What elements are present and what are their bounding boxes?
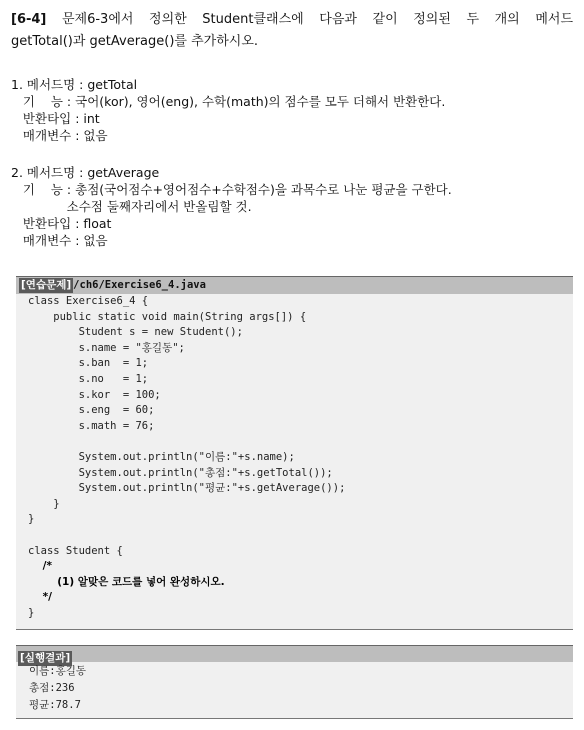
code-line: s.ban = 1; [28,357,149,370]
method1-function: 기 능 : 국어(kor), 영어(eng), 수학(math)의 점수를 모두 더해서 반환한다. [11,94,446,109]
code-box [16,276,573,630]
code-line: class Student { [28,544,123,557]
result-line: 총점:236 [29,682,75,694]
code-line: */ [28,591,52,604]
method2-name: 2. 메서드명 : getAverage [11,165,160,180]
problem-tag: [6-4] [11,12,47,27]
method2-return-type: 반환타입 : float [11,216,112,231]
method1-return-type: 반환타입 : int [11,111,100,126]
code-line: s.name = "홍길동"; [28,341,185,354]
result-output [16,662,573,714]
code-line: s.math = 76; [28,419,155,432]
code-box-header [16,276,573,294]
method1-params: 매개변수 : 없음 [11,128,108,143]
code-line: s.eng = 60; [28,404,155,417]
code-line: System.out.println("평균:"+s.getAverage()); [28,482,346,495]
result-line: 평균:78.7 [29,699,81,711]
code-line: System.out.println("이름:"+s.name); [28,450,295,463]
code-line: class Exercise6_4 { [28,295,149,307]
code-line: } [28,513,35,526]
code-line: s.kor = 100; [28,388,161,401]
code-line: public static void main(String args[]) { [28,310,307,323]
method1-name: 1. 메서드명 : getTotal [11,77,138,92]
method2-function-2: 소수점 둘째자리에서 반올림할 것. [11,199,252,214]
problem-line-2: getTotal()과 getAverage()를 추가하시오. [11,34,259,49]
result-box [16,645,573,719]
method2-function-1: 기 능 : 총점(국어점수+영어점수+수학점수)을 과목수로 나눈 평균을 구한다. [11,182,452,197]
code-line: s.no = 1; [28,372,149,385]
problem-line-1 [11,9,573,31]
code-line: /* [28,560,52,573]
code-listing [16,294,573,621]
method2-params: 매개변수 : 없음 [11,233,108,248]
file-path: /ch6/Exercise6_4.java [73,279,206,291]
exercise-badge: [연습문제] [21,279,72,291]
code-line: } [28,606,35,619]
code-line: Student s = new Student(); [28,326,243,339]
code-line: } [28,497,60,510]
result-line: 이름:홍길동 [29,665,87,677]
result-badge: [실행결과] [20,652,71,664]
code-line: System.out.println("총점:"+s.getTotal()); [28,466,333,479]
result-box-header [16,645,573,662]
problem-text-1: 문제6-3에서 정의한 Student클래스에 다음과 같이 정의된 두 개의 메서드 [61,12,573,27]
code-line-instruction: (1) 알맞은 코드를 넣어 완성하시오. [28,575,225,588]
